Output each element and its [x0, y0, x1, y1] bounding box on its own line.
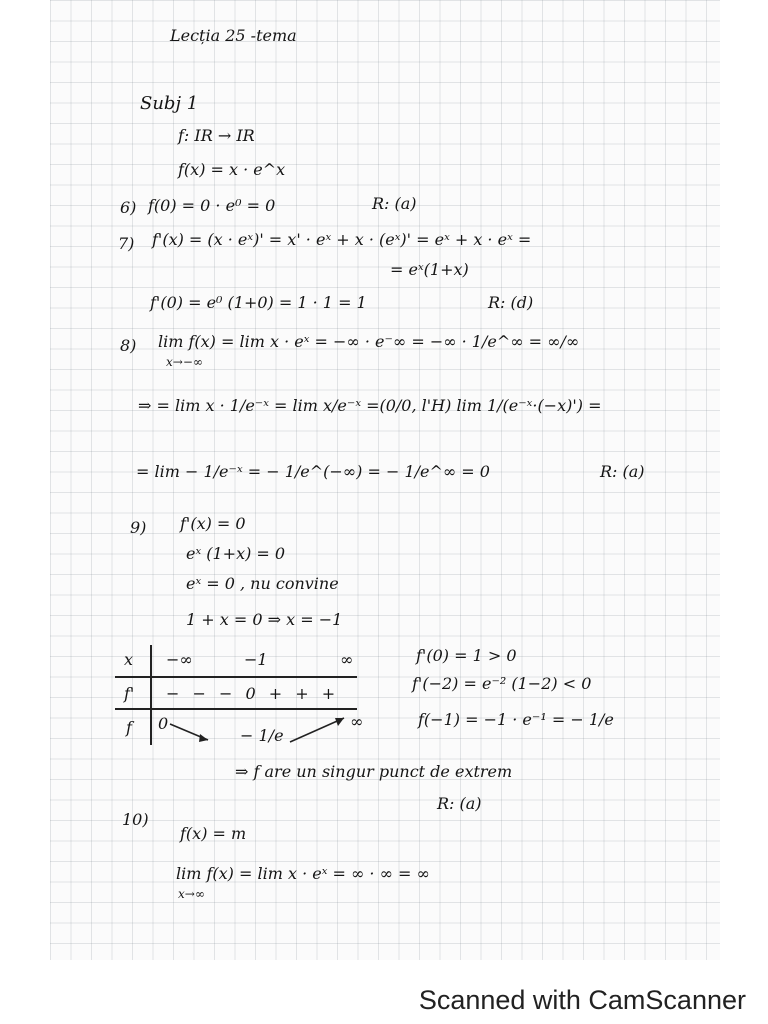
- table-f-start: 0: [158, 714, 169, 733]
- page-title: Lecția 25 -tema: [170, 26, 297, 45]
- ex9-side-check-1: f'(0) = 1 > 0: [416, 646, 517, 665]
- function-domain: f: IR → IR: [178, 126, 255, 145]
- increasing-arrow: [290, 718, 344, 742]
- ex7-line2: = eˣ(1+x): [390, 260, 469, 279]
- ex9-line3: eˣ = 0 , nu convine: [186, 574, 339, 593]
- table-x-end: ∞: [340, 650, 354, 669]
- ex6-number: 6): [120, 198, 137, 217]
- ex9-line2: eˣ (1+x) = 0: [186, 544, 286, 563]
- scanner-footer: Scanned with CamScanner: [418, 985, 746, 1015]
- ex7-line3: f'(0) = e⁰ (1+0) = 1 · 1 = 1: [150, 293, 367, 312]
- ex6-answer: R: (a): [372, 194, 417, 213]
- ex6-expression: f(0) = 0 · e⁰ = 0: [148, 196, 276, 215]
- table-x-start: −∞: [166, 650, 193, 669]
- ex10-number: 10): [122, 810, 149, 829]
- table-f-min: − 1/e: [240, 726, 284, 745]
- table-x-label: x: [124, 650, 134, 669]
- function-definition: f(x) = x · e^x: [178, 160, 286, 179]
- ex7-number: 7): [118, 234, 135, 253]
- ex9-number: 9): [130, 518, 147, 537]
- ex9-line4: 1 + x = 0 ⇒ x = −1: [186, 610, 343, 629]
- ex7-answer: R: (d): [488, 293, 534, 312]
- table-fprime-values: − − − 0 + + +: [166, 684, 340, 703]
- exercise-label: Subj 1: [140, 93, 199, 114]
- ex10-line2: lim f(x) = lim x · eˣ = ∞ · ∞ = ∞: [176, 864, 430, 883]
- ex9-conclusion: ⇒ f are un singur punct de extrem: [235, 762, 513, 781]
- ex9-line1: f'(x) = 0: [180, 514, 246, 533]
- table-x-mid: −1: [244, 650, 268, 669]
- table-f-end: ∞: [350, 712, 364, 731]
- ex10-line1: f(x) = m: [180, 824, 247, 843]
- ex7-line1: f'(x) = (x · eˣ)' = x' · eˣ + x · (eˣ)' = eˣ + x · eˣ =: [152, 230, 532, 249]
- ex9-side-check-2: f'(−2) = e⁻² (1−2) < 0: [412, 674, 592, 693]
- ex10-line2-subscript: x→∞: [178, 887, 205, 901]
- ex8-answer: R: (a): [600, 462, 645, 481]
- ex8-line1: lim f(x) = lim x · eˣ = −∞ · e⁻∞ = −∞ · 1/e^∞ = ∞/∞: [158, 332, 580, 351]
- table-f-label: f: [126, 718, 132, 737]
- ex8-number: 8): [120, 336, 137, 355]
- ex9-side-check-3: f(−1) = −1 · e⁻¹ = − 1/e: [418, 710, 614, 729]
- ex9-answer: R: (a): [437, 794, 482, 813]
- ex8-line2: ⇒ = lim x · 1/e⁻ˣ = lim x/e⁻ˣ =(0/0, l'H) lim 1/(e⁻ˣ·(−x)') =: [138, 396, 602, 415]
- ex8-line3: = lim − 1/e⁻ˣ = − 1/e^(−∞) = − 1/e^∞ = 0: [136, 462, 490, 481]
- table-fprime-label: f': [124, 684, 135, 703]
- ex8-line1-subscript: x→−∞: [166, 355, 203, 369]
- decreasing-arrow-head: [199, 734, 208, 742]
